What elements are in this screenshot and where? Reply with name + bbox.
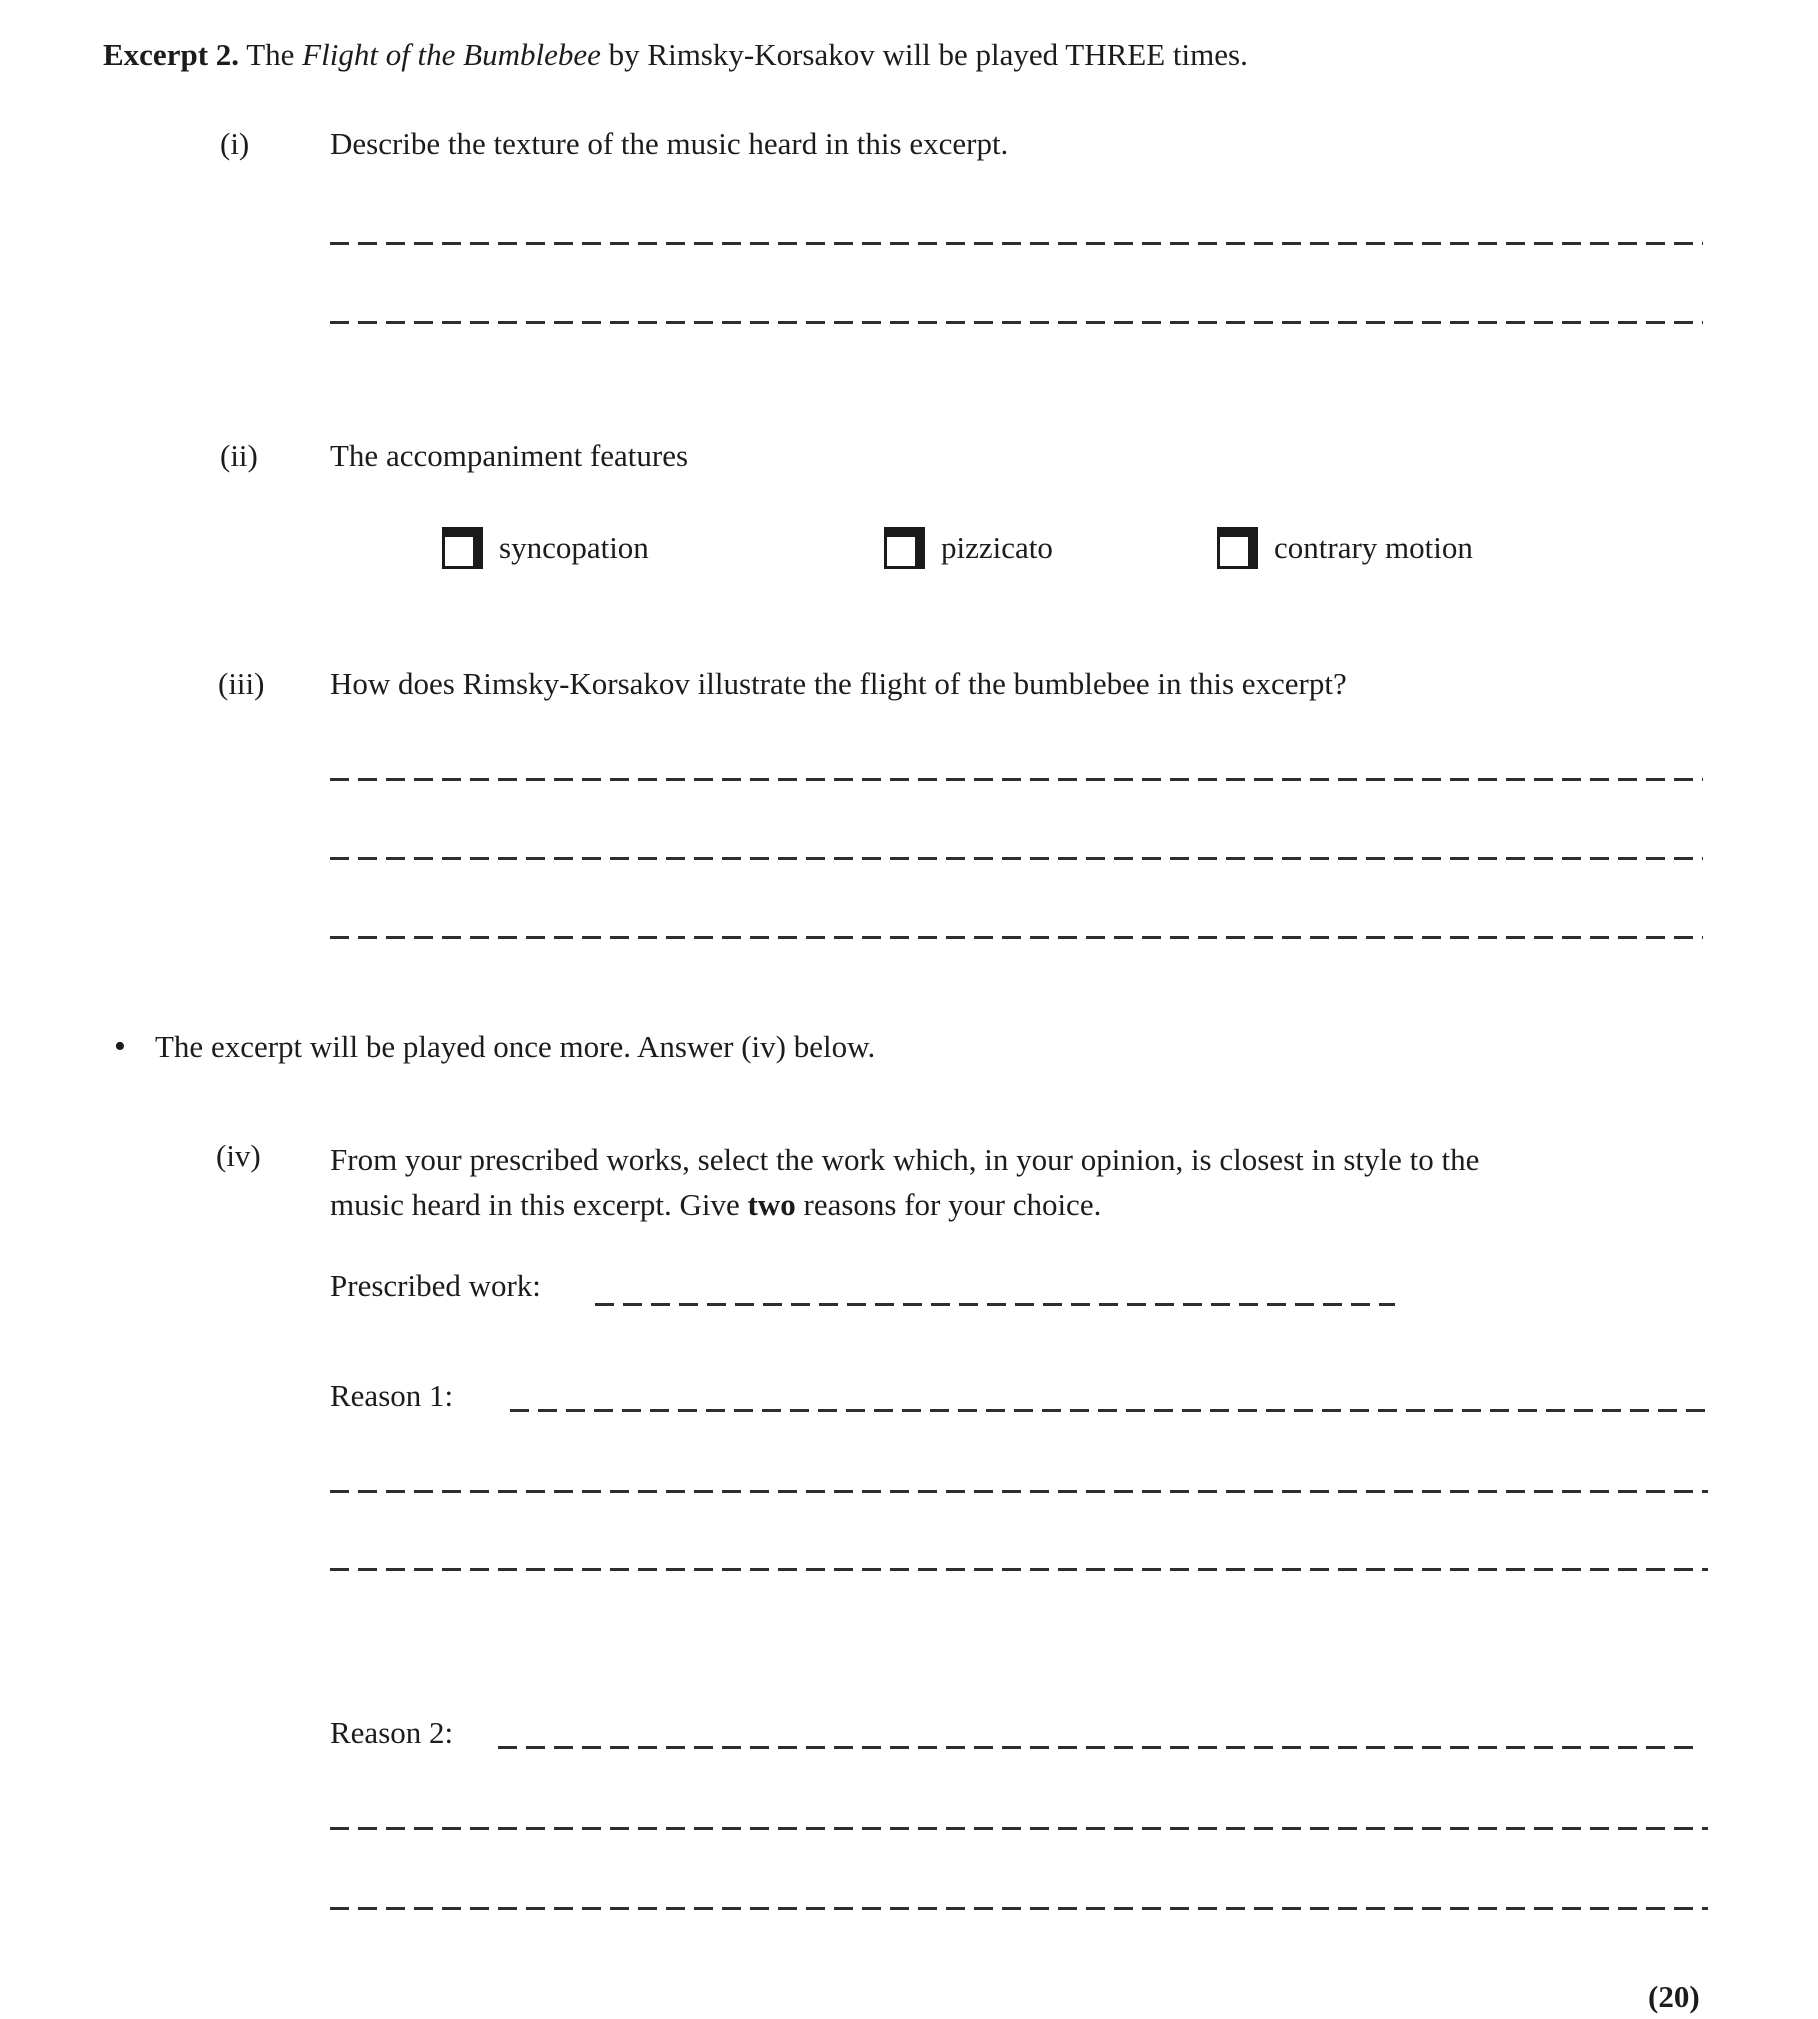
option-contrary-motion[interactable] <box>1217 527 1473 569</box>
option-label-pizzicato: pizzicato <box>941 530 1053 565</box>
option-syncopation[interactable] <box>442 527 649 569</box>
question-iii-label: (iii) <box>218 666 265 701</box>
reason-1-answer-line-3[interactable] <box>330 1568 1708 1571</box>
question-iv-text-line2: music heard in this excerpt. Give two reasons for your choice. <box>330 1187 1102 1222</box>
answer-line-i-1[interactable] <box>330 242 1703 245</box>
question-iv-text <box>330 1137 1479 1227</box>
excerpt-heading-post: by Rimsky-Korsakov will be played THREE times. <box>600 37 1248 72</box>
reason-2-answer-line-1[interactable] <box>498 1746 1698 1749</box>
excerpt-heading-pre: The <box>239 37 303 72</box>
question-ii-text: The accompaniment features <box>330 438 689 473</box>
reason-2-answer-line-3[interactable] <box>330 1907 1708 1910</box>
question-iii-text: How does Rimsky-Korsakov illustrate the flight of the bumblebee in this excerpt? <box>330 666 1347 701</box>
prescribed-work-label: Prescribed work: <box>330 1268 541 1303</box>
prescribed-work-answer-line[interactable] <box>595 1303 1395 1306</box>
checkbox-icon[interactable] <box>884 527 925 569</box>
answer-line-iii-2[interactable] <box>330 857 1703 860</box>
reason-2-label: Reason 2: <box>330 1715 454 1750</box>
question-i-label: (i) <box>220 126 250 161</box>
question-ii-label: (ii) <box>220 438 258 473</box>
option-pizzicato[interactable] <box>884 527 1053 569</box>
reason-1-answer-line-2[interactable] <box>330 1490 1708 1493</box>
checkbox-icon[interactable] <box>442 527 483 569</box>
instruction-bullet-row <box>114 1027 875 1068</box>
answer-line-iii-1[interactable] <box>330 778 1703 781</box>
checkbox-icon[interactable] <box>1217 527 1258 569</box>
instruction-text: The excerpt will be played once more. Answer (iv) below. <box>155 1029 876 1064</box>
question-iv-label: (iv) <box>216 1138 261 1173</box>
excerpt-heading-number: Excerpt 2. <box>103 37 240 72</box>
answer-line-iii-3[interactable] <box>330 936 1703 939</box>
answer-line-i-2[interactable] <box>330 321 1703 324</box>
reason-1-answer-line-1[interactable] <box>510 1409 1705 1412</box>
excerpt-heading-title: Flight of the Bumblebee <box>302 37 601 72</box>
reason-2-answer-line-2[interactable] <box>330 1827 1708 1830</box>
excerpt-heading <box>103 36 1248 73</box>
option-label-syncopation: syncopation <box>499 530 649 565</box>
reason-1-label: Reason 1: <box>330 1378 454 1413</box>
question-i-text: Describe the texture of the music heard in this excerpt. <box>330 126 1009 161</box>
option-label-contrary-motion: contrary motion <box>1274 530 1473 565</box>
question-iv-text-line1: From your prescribed works, select the work which, in your opinion, is closest in style to the <box>330 1142 1480 1177</box>
bullet-icon: • <box>114 1028 126 1065</box>
marks-badge: (20) <box>1648 1979 1700 2014</box>
